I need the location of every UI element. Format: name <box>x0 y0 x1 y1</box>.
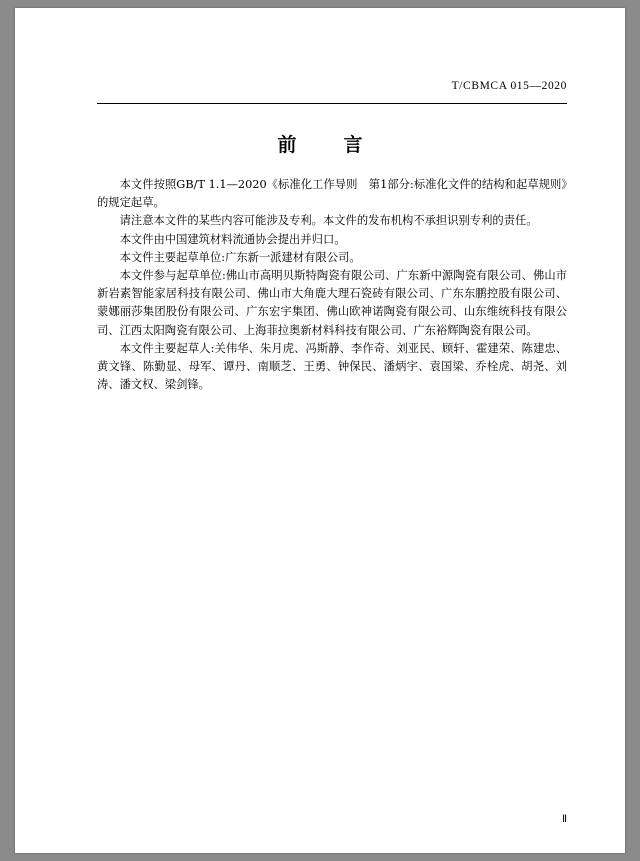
paragraph: 本文件由中国建筑材料流通协会提出并归口。 <box>119 232 346 246</box>
page-title: 前 言 <box>277 134 377 156</box>
page-number: Ⅱ <box>562 814 567 825</box>
paragraph: 本文件按照GB/T 1.1—2020《标准化工作导则 第1部分:标准化文件的结构和起草规则》的规定起草。 <box>97 178 567 210</box>
paragraph: 本文件参与起草单位:佛山市高明贝斯特陶瓷有限公司、广东新中源陶瓷有限公司、佛山市新岩素智能家居科技有限公司、佛山市大角鹿大理石瓷砖有限公司、广东东鹏控股有限公司、蒙娜丽莎集团股份有限公司、广东宏宇集团、佛山欧神诺陶瓷有限公司、山东维统科技有限公司、江西太阳陶瓷有限公司、上海菲拉奥新材料科技有限公司、广东裕辉陶瓷有限公司。 <box>97 269 567 337</box>
header-divider <box>97 103 567 104</box>
paragraph: 请注意本文件的某些内容可能涉及专利。本文件的发布机构不承担识别专利的责任。 <box>119 214 538 228</box>
page-header-standard-number: T/CBMCA 015—2020 <box>451 80 567 92</box>
foreword-body <box>97 176 567 394</box>
paragraph: 本文件主要起草单位:广东新一派建材有限公司。 <box>119 250 361 264</box>
paragraph: 本文件主要起草人:关伟华、朱月虎、冯斯静、李作奇、刘亚民、顾轩、霍建荣、陈建忠、黄文锋、陈勤显、母军、谭丹、南顺芝、王勇、钟保民、潘炳宇、袁国梁、乔栓虎、胡尧、刘涛、潘文权、梁剑锋。 <box>97 341 567 392</box>
document-page <box>15 8 625 853</box>
